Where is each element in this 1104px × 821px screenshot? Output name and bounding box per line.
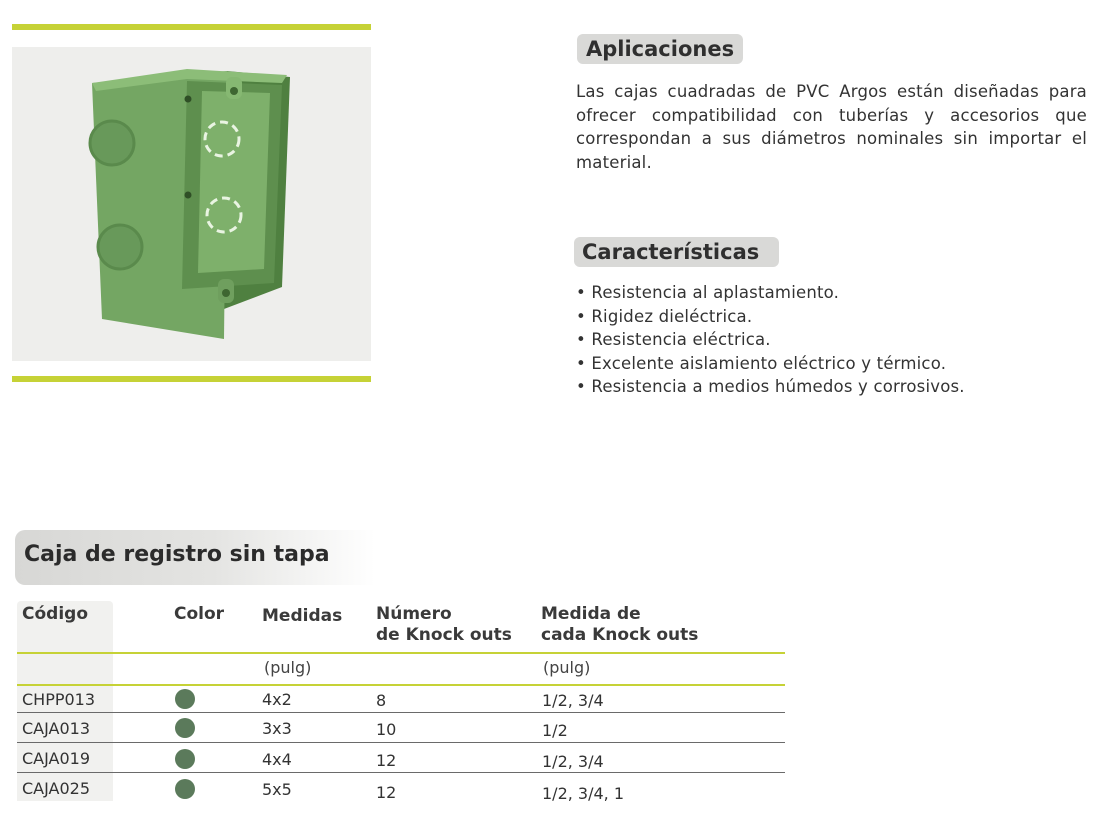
color-swatch	[175, 718, 195, 738]
table-row-medidas: 4x2	[262, 690, 292, 709]
aplicaciones-title: Aplicaciones	[577, 34, 743, 64]
color-swatch	[175, 689, 195, 709]
caracteristicas-list	[576, 281, 965, 399]
product-photo	[12, 47, 371, 361]
table-row-code: CAJA013	[22, 719, 91, 738]
top-accent-bar	[12, 24, 371, 30]
list-item: • Resistencia al aplastamiento.	[576, 281, 965, 305]
list-item: • Rigidez dieléctrica.	[576, 305, 965, 329]
pvc-box-icon	[12, 47, 371, 361]
color-swatch	[175, 749, 195, 769]
table-row-numero: 12	[376, 783, 397, 802]
table-row-numero: 12	[376, 751, 397, 770]
header-medida-line1: Medida de	[541, 604, 641, 624]
row-divider	[17, 772, 785, 773]
caracteristicas-title: Características	[574, 237, 779, 267]
list-item: • Excelente aislamiento eléctrico y térmico.	[576, 352, 965, 376]
table-row-medida: 1/2, 3/4	[542, 752, 604, 771]
table-row-medida: 1/2	[542, 721, 568, 740]
header-medida-line2: cada Knock outs	[541, 625, 699, 645]
table-title: Caja de registro sin tapa	[24, 542, 330, 567]
table-row-medidas: 5x5	[262, 780, 292, 799]
units-divider	[17, 684, 785, 686]
table-row-code: CAJA025	[22, 779, 91, 798]
list-item: • Resistencia a medios húmedos y corrosivos.	[576, 375, 965, 399]
table-row-numero: 10	[376, 720, 397, 739]
header-codigo: Código	[22, 604, 88, 624]
table-row-medida: 1/2, 3/4, 1	[542, 784, 625, 803]
unit-medida: (pulg)	[543, 658, 591, 677]
row-divider	[17, 712, 785, 713]
unit-medidas: (pulg)	[264, 658, 312, 677]
header-numero-line1: Número	[376, 604, 452, 624]
header-numero-line2: de Knock outs	[376, 625, 512, 645]
header-color: Color	[174, 604, 225, 624]
table-title-banner	[15, 530, 375, 585]
aplicaciones-text: Las cajas cuadradas de PVC Argos están diseñadas para ofrecer compatibilidad con tuberías y accesorios que correspondan a sus diámetros nominales sin importar el material.	[576, 82, 1087, 172]
header-medidas: Medidas	[262, 606, 343, 626]
header-divider	[17, 652, 785, 654]
bottom-accent-bar	[12, 376, 371, 382]
list-item: • Resistencia eléctrica.	[576, 328, 965, 352]
table-row-medidas: 3x3	[262, 719, 292, 738]
table-row-code: CHPP013	[22, 690, 96, 709]
row-divider	[17, 742, 785, 743]
table-row-medida: 1/2, 3/4	[542, 691, 604, 710]
table-row-medidas: 4x4	[262, 750, 292, 769]
table-row-code: CAJA019	[22, 749, 91, 768]
table-row-numero: 8	[376, 691, 387, 710]
color-swatch	[175, 779, 195, 799]
